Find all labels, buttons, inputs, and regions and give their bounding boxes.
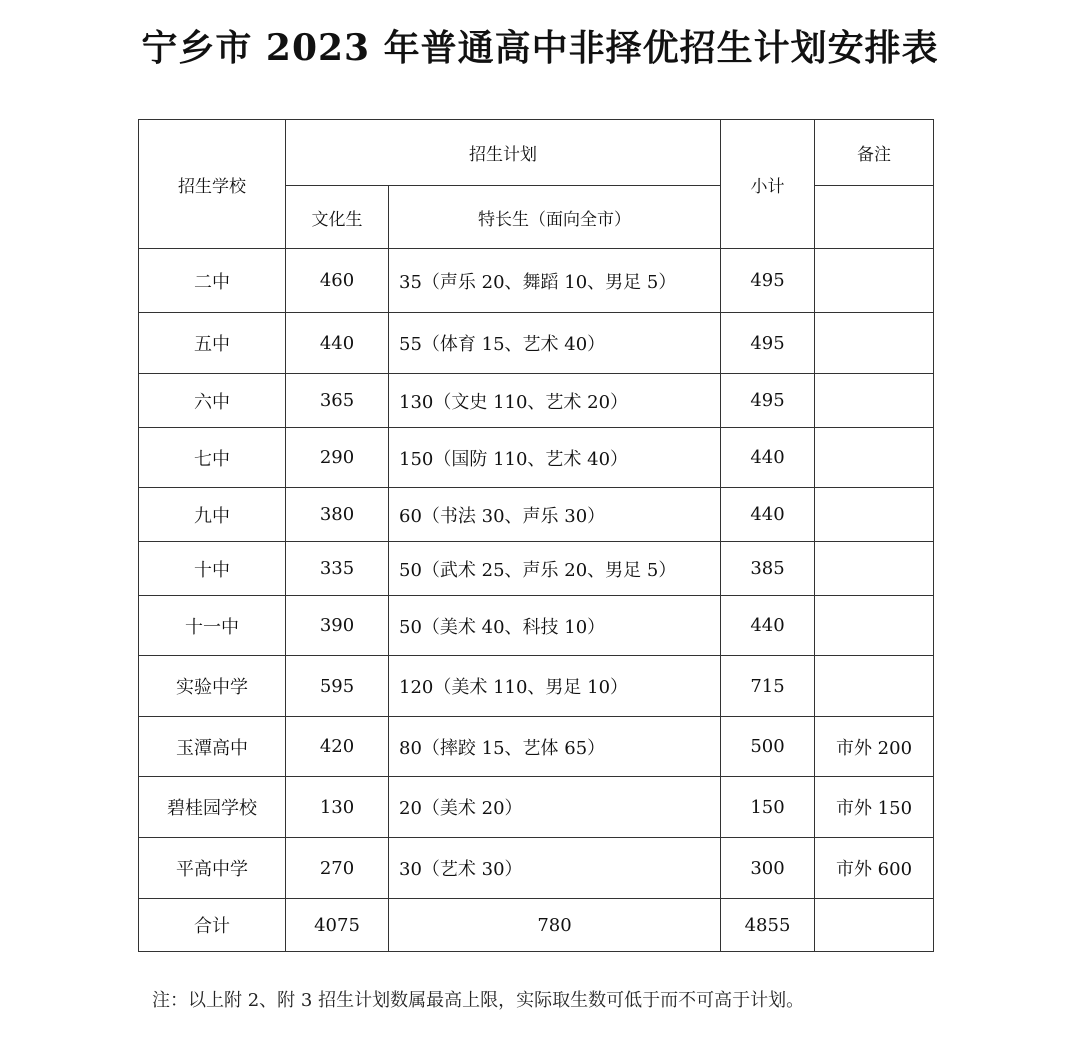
remarks-cell bbox=[815, 596, 934, 656]
total-special: 780 bbox=[389, 899, 721, 952]
total-culture: 4075 bbox=[286, 899, 389, 952]
school-cell: 碧桂园学校 bbox=[139, 777, 286, 838]
subtotal-cell: 500 bbox=[721, 717, 815, 777]
table-row bbox=[139, 777, 934, 838]
subtotal-cell: 495 bbox=[721, 313, 815, 374]
table-row bbox=[139, 249, 934, 313]
special-cell: 120（美术 110、男足 10） bbox=[389, 656, 721, 717]
special-cell: 60（书法 30、声乐 30） bbox=[389, 488, 721, 542]
subtotal-cell: 300 bbox=[721, 838, 815, 899]
culture-cell: 290 bbox=[286, 428, 389, 488]
special-cell: 35（声乐 20、舞蹈 10、男足 5） bbox=[389, 249, 721, 313]
remarks-cell bbox=[815, 656, 934, 717]
culture-cell: 335 bbox=[286, 542, 389, 596]
remarks-cell bbox=[815, 428, 934, 488]
table-row bbox=[139, 428, 934, 488]
school-cell: 九中 bbox=[139, 488, 286, 542]
header-plan: 招生计划 bbox=[286, 120, 721, 186]
header-row-1 bbox=[139, 120, 934, 186]
remarks-cell bbox=[815, 249, 934, 313]
subtotal-cell: 440 bbox=[721, 488, 815, 542]
header-remarks-blank bbox=[815, 186, 934, 249]
special-cell: 30（艺术 30） bbox=[389, 838, 721, 899]
remarks-cell bbox=[815, 542, 934, 596]
subtotal-cell: 440 bbox=[721, 596, 815, 656]
remarks-cell: 市外 200 bbox=[815, 717, 934, 777]
culture-cell: 460 bbox=[286, 249, 389, 313]
remarks-cell: 市外 600 bbox=[815, 838, 934, 899]
total-remarks bbox=[815, 899, 934, 952]
total-label: 合计 bbox=[139, 899, 286, 952]
table-row bbox=[139, 488, 934, 542]
table-row bbox=[139, 838, 934, 899]
table-row bbox=[139, 313, 934, 374]
remarks-cell: 市外 150 bbox=[815, 777, 934, 838]
remarks-cell bbox=[815, 374, 934, 428]
culture-cell: 365 bbox=[286, 374, 389, 428]
school-cell: 十一中 bbox=[139, 596, 286, 656]
culture-cell: 380 bbox=[286, 488, 389, 542]
page-title: 宁乡市 2023 年普通高中非择优招生计划安排表 bbox=[141, 27, 939, 69]
footnote: 注：以上附 2、附 3 招生计划数属最高上限，实际取生数可低于而不可高于计划。 bbox=[152, 990, 805, 1011]
special-cell: 150（国防 110、艺术 40） bbox=[389, 428, 721, 488]
culture-cell: 440 bbox=[286, 313, 389, 374]
special-cell: 20（美术 20） bbox=[389, 777, 721, 838]
subtotal-cell: 385 bbox=[721, 542, 815, 596]
special-cell: 55（体育 15、艺术 40） bbox=[389, 313, 721, 374]
subtotal-cell: 495 bbox=[721, 249, 815, 313]
table-row bbox=[139, 596, 934, 656]
header-special: 特长生（面向全市） bbox=[389, 186, 721, 249]
culture-cell: 420 bbox=[286, 717, 389, 777]
subtotal-cell: 495 bbox=[721, 374, 815, 428]
special-cell: 80（摔跤 15、艺体 65） bbox=[389, 717, 721, 777]
culture-cell: 270 bbox=[286, 838, 389, 899]
school-cell: 实验中学 bbox=[139, 656, 286, 717]
enrollment-plan-table bbox=[138, 119, 934, 952]
remarks-cell bbox=[815, 488, 934, 542]
subtotal-cell: 715 bbox=[721, 656, 815, 717]
special-cell: 130（文史 110、艺术 20） bbox=[389, 374, 721, 428]
school-cell: 七中 bbox=[139, 428, 286, 488]
header-remarks: 备注 bbox=[815, 120, 934, 186]
table-row bbox=[139, 656, 934, 717]
school-cell: 六中 bbox=[139, 374, 286, 428]
table-row bbox=[139, 717, 934, 777]
special-cell: 50（美术 40、科技 10） bbox=[389, 596, 721, 656]
culture-cell: 390 bbox=[286, 596, 389, 656]
subtotal-cell: 150 bbox=[721, 777, 815, 838]
total-subtotal: 4855 bbox=[721, 899, 815, 952]
header-subtotal: 小计 bbox=[721, 120, 815, 249]
school-cell: 十中 bbox=[139, 542, 286, 596]
table-row bbox=[139, 374, 934, 428]
special-cell: 50（武术 25、声乐 20、男足 5） bbox=[389, 542, 721, 596]
school-cell: 玉潭高中 bbox=[139, 717, 286, 777]
total-row bbox=[139, 899, 934, 952]
header-culture: 文化生 bbox=[286, 186, 389, 249]
school-cell: 五中 bbox=[139, 313, 286, 374]
subtotal-cell: 440 bbox=[721, 428, 815, 488]
remarks-cell bbox=[815, 313, 934, 374]
school-cell: 平高中学 bbox=[139, 838, 286, 899]
school-cell: 二中 bbox=[139, 249, 286, 313]
culture-cell: 130 bbox=[286, 777, 389, 838]
table-row bbox=[139, 542, 934, 596]
header-school: 招生学校 bbox=[139, 120, 286, 249]
culture-cell: 595 bbox=[286, 656, 389, 717]
